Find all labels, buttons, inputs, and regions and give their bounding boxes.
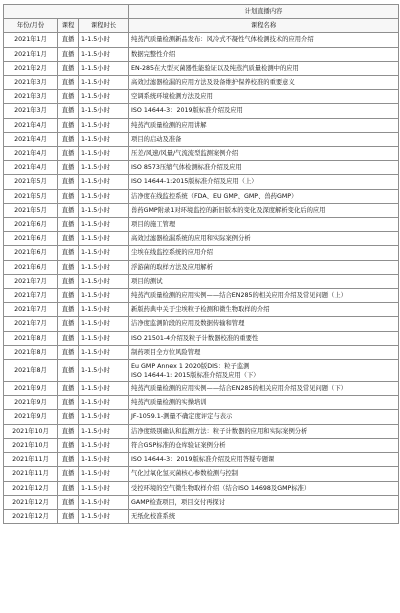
table-row bbox=[4, 345, 399, 359]
row-type-cell: 直播 bbox=[58, 203, 79, 217]
row-month-cell: 2021年11月 bbox=[4, 467, 58, 481]
row-course-name-cell: ISO 8573压缩气体检测标准介绍及应用 bbox=[129, 161, 399, 175]
row-duration-cell: 1-1.5小时 bbox=[79, 147, 129, 161]
row-month-cell: 2021年6月 bbox=[4, 232, 58, 246]
title-spacer-cell bbox=[4, 5, 129, 19]
table-row bbox=[4, 410, 399, 424]
row-month-cell: 2021年3月 bbox=[4, 76, 58, 90]
row-duration-cell: 1-1.5小时 bbox=[79, 467, 129, 481]
row-month-cell: 2021年11月 bbox=[4, 453, 58, 467]
row-duration-cell: 1-1.5小时 bbox=[79, 396, 129, 410]
row-type-cell: 直播 bbox=[58, 424, 79, 438]
row-month-cell: 2021年1月 bbox=[4, 47, 58, 61]
table-row bbox=[4, 90, 399, 104]
row-month-cell: 2021年8月 bbox=[4, 331, 58, 345]
table-row bbox=[4, 47, 399, 61]
row-duration-cell: 1-1.5小时 bbox=[79, 132, 129, 146]
row-month-cell: 2021年4月 bbox=[4, 161, 58, 175]
row-month-cell: 2021年5月 bbox=[4, 189, 58, 203]
row-type-cell: 直播 bbox=[58, 232, 79, 246]
table-row bbox=[4, 147, 399, 161]
row-duration-cell: 1-1.5小时 bbox=[79, 274, 129, 288]
row-type-cell: 直播 bbox=[58, 175, 79, 189]
row-duration-cell: 1-1.5小时 bbox=[79, 203, 129, 217]
row-course-name-cell: 制药项目全方位风险管理 bbox=[129, 345, 399, 359]
row-duration-cell: 1-1.5小时 bbox=[79, 345, 129, 359]
row-type-cell: 直播 bbox=[58, 104, 79, 118]
row-month-cell: 2021年7月 bbox=[4, 289, 58, 303]
table-row bbox=[4, 260, 399, 274]
row-duration-cell: 1-1.5小时 bbox=[79, 495, 129, 509]
row-type-cell: 直播 bbox=[58, 289, 79, 303]
row-course-name-cell: 高效过滤器检漏系统的应用和实际案例分析 bbox=[129, 232, 399, 246]
row-month-cell: 2021年12月 bbox=[4, 481, 58, 495]
table-row bbox=[4, 303, 399, 317]
row-type-cell: 直播 bbox=[58, 345, 79, 359]
row-month-cell: 2021年7月 bbox=[4, 317, 58, 331]
table-header-row bbox=[4, 19, 399, 33]
row-course-name-cell: 无纸化校准系统 bbox=[129, 509, 399, 523]
table-row bbox=[4, 481, 399, 495]
row-duration-cell: 1-1.5小时 bbox=[79, 76, 129, 90]
table-row bbox=[4, 246, 399, 260]
table-row bbox=[4, 76, 399, 90]
row-type-cell: 直播 bbox=[58, 495, 79, 509]
table-row bbox=[4, 396, 399, 410]
row-type-cell: 直播 bbox=[58, 189, 79, 203]
row-course-name-cell: 洁净度在线监控系统（FDA、EU GMP、GMP、兽药GMP） bbox=[129, 189, 399, 203]
row-course-name-cell: 纯蒸汽质量检测的应用实例——结合EN285的相关应用介绍及常见问题（上） bbox=[129, 289, 399, 303]
row-type-cell: 直播 bbox=[58, 467, 79, 481]
row-month-cell: 2021年6月 bbox=[4, 260, 58, 274]
row-duration-cell: 1-1.5小时 bbox=[79, 317, 129, 331]
table-row bbox=[4, 232, 399, 246]
row-type-cell: 直播 bbox=[58, 61, 79, 75]
row-course-name-cell: 纯蒸汽质量检测的实操培训 bbox=[129, 396, 399, 410]
row-duration-cell: 1-1.5小时 bbox=[79, 331, 129, 345]
row-course-name-cell: 压差/风速/风量/气流流型监测案例介绍 bbox=[129, 147, 399, 161]
table-title-row bbox=[4, 5, 399, 19]
row-month-cell: 2021年10月 bbox=[4, 438, 58, 452]
row-type-cell: 直播 bbox=[58, 47, 79, 61]
row-type-cell: 直播 bbox=[58, 246, 79, 260]
row-course-name-cell: 数据完整性介绍 bbox=[129, 47, 399, 61]
header-type: 课程 bbox=[58, 19, 79, 33]
table-row bbox=[4, 33, 399, 47]
header-course-name: 课程名称 bbox=[129, 19, 399, 33]
row-month-cell: 2021年4月 bbox=[4, 118, 58, 132]
row-duration-cell: 1-1.5小时 bbox=[79, 246, 129, 260]
live-course-schedule-table bbox=[3, 4, 399, 524]
table-row bbox=[4, 218, 399, 232]
table-row bbox=[4, 495, 399, 509]
table-row bbox=[4, 438, 399, 452]
row-month-cell: 2021年5月 bbox=[4, 203, 58, 217]
row-duration-cell: 1-1.5小时 bbox=[79, 118, 129, 132]
table-body bbox=[4, 33, 399, 524]
row-type-cell: 直播 bbox=[58, 33, 79, 47]
table-row bbox=[4, 161, 399, 175]
row-month-cell: 2021年2月 bbox=[4, 61, 58, 75]
row-type-cell: 直播 bbox=[58, 147, 79, 161]
table-row bbox=[4, 61, 399, 75]
table-row bbox=[4, 509, 399, 523]
row-course-name-cell: 新版药典中关于尘埃粒子检测和微生物取样的介绍 bbox=[129, 303, 399, 317]
row-course-name-cell: 空调系统环境检测方法及应用 bbox=[129, 90, 399, 104]
row-duration-cell: 1-1.5小时 bbox=[79, 232, 129, 246]
row-month-cell: 2021年9月 bbox=[4, 382, 58, 396]
row-course-name-cell: ISO 21501-4介绍及粒子计数器校准的重要性 bbox=[129, 331, 399, 345]
row-course-name-cell: ISO 14644-3：2019版标准介绍及应用 bbox=[129, 104, 399, 118]
row-duration-cell: 1-1.5小时 bbox=[79, 61, 129, 75]
header-month: 年份/月份 bbox=[4, 19, 58, 33]
header-duration: 课程时长 bbox=[79, 19, 129, 33]
row-type-cell: 直播 bbox=[58, 90, 79, 104]
row-duration-cell: 1-1.5小时 bbox=[79, 47, 129, 61]
row-course-name-cell: 气化过氧化氢灭菌核心参数检测与控制 bbox=[129, 467, 399, 481]
table-row bbox=[4, 382, 399, 396]
row-type-cell: 直播 bbox=[58, 274, 79, 288]
row-course-name-cell: 受控环境的空气微生物取样介绍（结合ISO 14698及GMP标准） bbox=[129, 481, 399, 495]
row-month-cell: 2021年4月 bbox=[4, 147, 58, 161]
row-type-cell: 直播 bbox=[58, 303, 79, 317]
row-type-cell: 直播 bbox=[58, 481, 79, 495]
row-type-cell: 直播 bbox=[58, 410, 79, 424]
row-month-cell: 2021年9月 bbox=[4, 396, 58, 410]
row-duration-cell: 1-1.5小时 bbox=[79, 90, 129, 104]
table-row bbox=[4, 104, 399, 118]
row-duration-cell: 1-1.5小时 bbox=[79, 509, 129, 523]
row-duration-cell: 1-1.5小时 bbox=[79, 410, 129, 424]
row-month-cell: 2021年8月 bbox=[4, 360, 58, 382]
row-month-cell: 2021年7月 bbox=[4, 274, 58, 288]
table-row bbox=[4, 360, 399, 382]
table-row bbox=[4, 317, 399, 331]
row-month-cell: 2021年1月 bbox=[4, 33, 58, 47]
row-type-cell: 直播 bbox=[58, 438, 79, 452]
row-type-cell: 直播 bbox=[58, 509, 79, 523]
row-type-cell: 直播 bbox=[58, 218, 79, 232]
row-course-name-cell: 符合GSP标准的仓库验证案例分析 bbox=[129, 438, 399, 452]
table-row bbox=[4, 453, 399, 467]
row-duration-cell: 1-1.5小时 bbox=[79, 260, 129, 274]
row-month-cell: 2021年12月 bbox=[4, 495, 58, 509]
row-type-cell: 直播 bbox=[58, 161, 79, 175]
row-course-name-cell: ISO 14644-1:2015版标准介绍及应用（上） bbox=[129, 175, 399, 189]
row-month-cell: 2021年3月 bbox=[4, 104, 58, 118]
row-course-name-cell: 尘埃在线监控系统的应用介绍 bbox=[129, 246, 399, 260]
row-duration-cell: 1-1.5小时 bbox=[79, 424, 129, 438]
row-course-name-cell: 项目的测试 bbox=[129, 274, 399, 288]
table-row bbox=[4, 118, 399, 132]
row-duration-cell: 1-1.5小时 bbox=[79, 218, 129, 232]
row-duration-cell: 1-1.5小时 bbox=[79, 360, 129, 382]
row-course-name-cell: 纯蒸汽质量检测新品发布：风冷式不凝性气体检测技术的应用介绍 bbox=[129, 33, 399, 47]
row-type-cell: 直播 bbox=[58, 453, 79, 467]
row-course-name-cell: 项目的施工管理 bbox=[129, 218, 399, 232]
table-row bbox=[4, 467, 399, 481]
row-type-cell: 直播 bbox=[58, 317, 79, 331]
row-type-cell: 直播 bbox=[58, 396, 79, 410]
row-month-cell: 2021年10月 bbox=[4, 424, 58, 438]
row-month-cell: 2021年6月 bbox=[4, 218, 58, 232]
row-course-name-cell: 纯蒸汽质量检测的应用实例——结合EN285的相关应用介绍及常见问题（下） bbox=[129, 382, 399, 396]
table-title: 计划直播内容 bbox=[129, 5, 399, 19]
row-duration-cell: 1-1.5小时 bbox=[79, 453, 129, 467]
row-type-cell: 直播 bbox=[58, 76, 79, 90]
table-row bbox=[4, 289, 399, 303]
table-row bbox=[4, 175, 399, 189]
row-course-name-cell: ISO 14644-3：2019版标准介绍及应用答疑专题课 bbox=[129, 453, 399, 467]
row-month-cell: 2021年5月 bbox=[4, 175, 58, 189]
row-type-cell: 直播 bbox=[58, 382, 79, 396]
row-course-name-cell: JF-1059.1-测量不确定度评定与表示 bbox=[129, 410, 399, 424]
row-course-name-cell: 兽药GMP附录1对环境监控的新旧版本的变化及深度解析变化后的应用 bbox=[129, 203, 399, 217]
table-row bbox=[4, 203, 399, 217]
table-row bbox=[4, 132, 399, 146]
row-type-cell: 直播 bbox=[58, 360, 79, 382]
row-duration-cell: 1-1.5小时 bbox=[79, 289, 129, 303]
row-duration-cell: 1-1.5小时 bbox=[79, 104, 129, 118]
row-month-cell: 2021年4月 bbox=[4, 132, 58, 146]
row-month-cell: 2021年7月 bbox=[4, 303, 58, 317]
row-duration-cell: 1-1.5小时 bbox=[79, 33, 129, 47]
row-type-cell: 直播 bbox=[58, 331, 79, 345]
row-month-cell: 2021年6月 bbox=[4, 246, 58, 260]
row-course-name-cell: 洁净度级别确认和监测方法：粒子计数器的应用和实际案例分析 bbox=[129, 424, 399, 438]
row-duration-cell: 1-1.5小时 bbox=[79, 161, 129, 175]
row-course-name-cell: Eu GMP Annex 1 2020版DIS：粒子监测 ISO 14644-1: 2015版标准介绍及应用（下） bbox=[129, 360, 399, 382]
row-month-cell: 2021年9月 bbox=[4, 410, 58, 424]
row-month-cell: 2021年3月 bbox=[4, 90, 58, 104]
row-course-name-cell: 洁净度监测阶段的应用及数据传输和管理 bbox=[129, 317, 399, 331]
row-duration-cell: 1-1.5小时 bbox=[79, 189, 129, 203]
row-course-name-cell: GAMP检查项目，项目交付再探讨 bbox=[129, 495, 399, 509]
table-row bbox=[4, 274, 399, 288]
row-course-name-cell: 浮游菌的取样方法及应用解析 bbox=[129, 260, 399, 274]
row-duration-cell: 1-1.5小时 bbox=[79, 303, 129, 317]
row-duration-cell: 1-1.5小时 bbox=[79, 438, 129, 452]
table-row bbox=[4, 189, 399, 203]
row-course-name-cell: 纯蒸汽质量检测的应用讲解 bbox=[129, 118, 399, 132]
row-duration-cell: 1-1.5小时 bbox=[79, 382, 129, 396]
row-course-name-cell: EN-285在大型灭菌器性能验证以及纯蒸汽质量检测中的应用 bbox=[129, 61, 399, 75]
table-row bbox=[4, 331, 399, 345]
row-month-cell: 2021年12月 bbox=[4, 509, 58, 523]
row-type-cell: 直播 bbox=[58, 132, 79, 146]
row-month-cell: 2021年8月 bbox=[4, 345, 58, 359]
row-type-cell: 直播 bbox=[58, 260, 79, 274]
table-row bbox=[4, 424, 399, 438]
row-duration-cell: 1-1.5小时 bbox=[79, 481, 129, 495]
row-duration-cell: 1-1.5小时 bbox=[79, 175, 129, 189]
row-course-name-cell: 项目的启动及准备 bbox=[129, 132, 399, 146]
row-type-cell: 直播 bbox=[58, 118, 79, 132]
row-course-name-cell: 高效过滤器检漏的应用方法及设备维护保养校准的重要意义 bbox=[129, 76, 399, 90]
